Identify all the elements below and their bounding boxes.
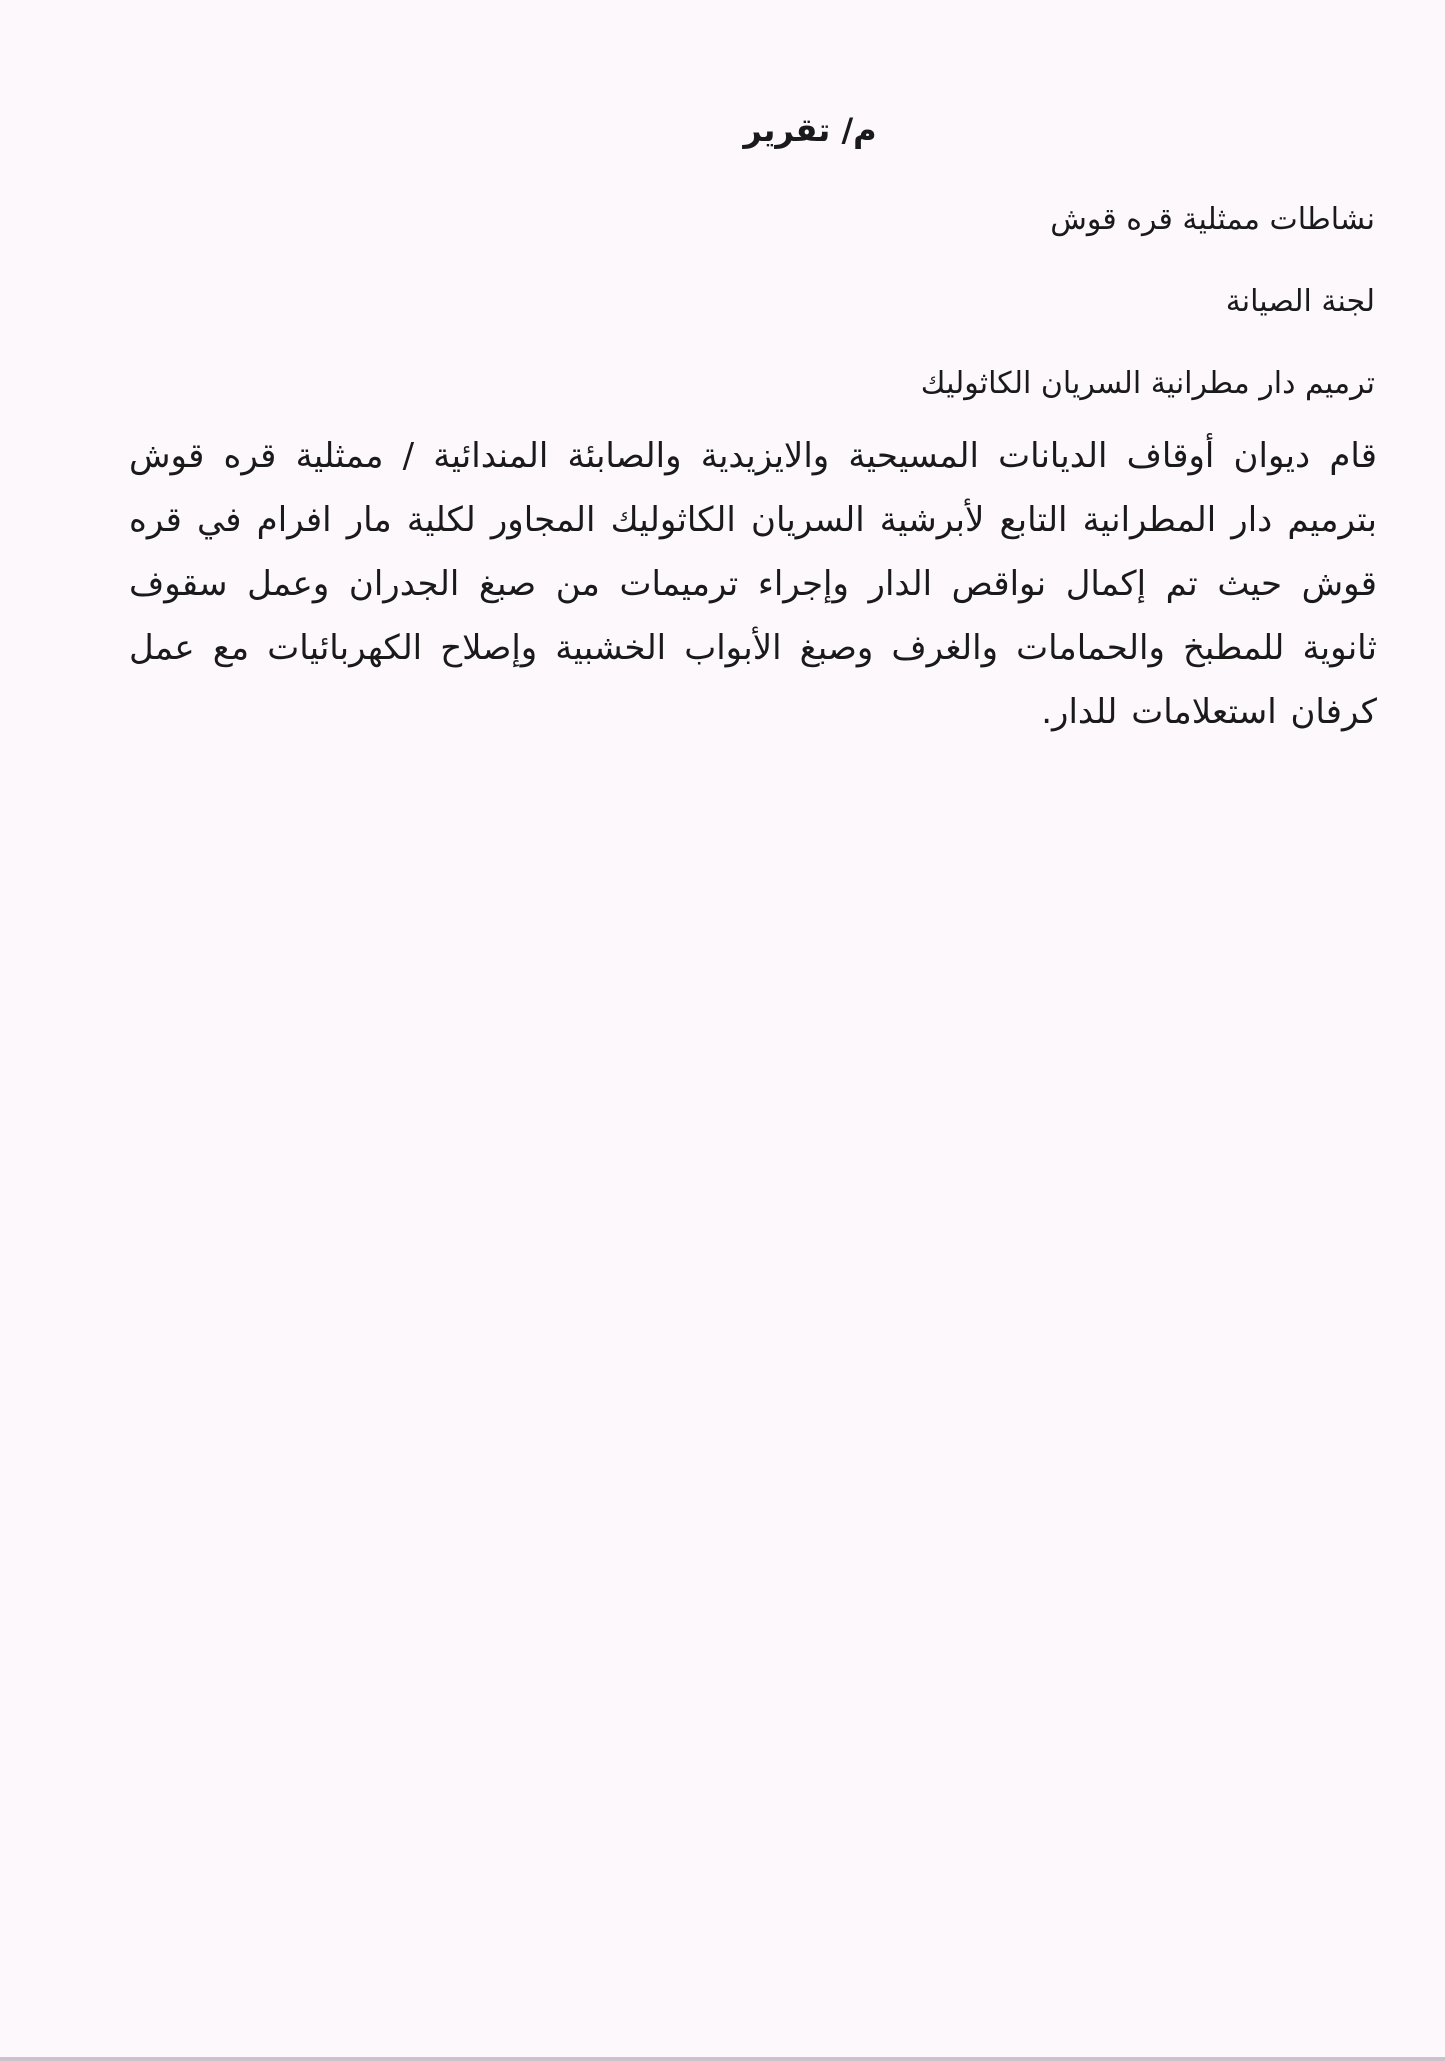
header-committee: لجنة الصيانة	[1225, 284, 1375, 319]
header-activities: نشاطات ممثلية قره قوش	[1050, 202, 1375, 237]
page-edge	[0, 2057, 1445, 2061]
report-body: قام ديوان أوقاف الديانات المسيحية والايزيدية والصابئة المندائية / ممثلية قره قوش بترميم دار المطرانية التابع لأبرشية السريان الكاثوليك المجاور لكلية مار افرام في قره قوش حيث تم إكمال نواقص الدار وإجراء ترميمات من صبغ الجدران وعمل سقوف ثانوية للمطبخ والحمامات والغرف وصبغ الأبواب الخشبية وإصلاح الكهربائيات مع عمل كرفان استعلامات للدار.	[129, 436, 1377, 732]
document-title-block	[640, 106, 980, 154]
document-title: م/ تقرير	[743, 111, 877, 149]
header-subject: ترميم دار مطرانية السريان الكاثوليك	[920, 366, 1375, 401]
